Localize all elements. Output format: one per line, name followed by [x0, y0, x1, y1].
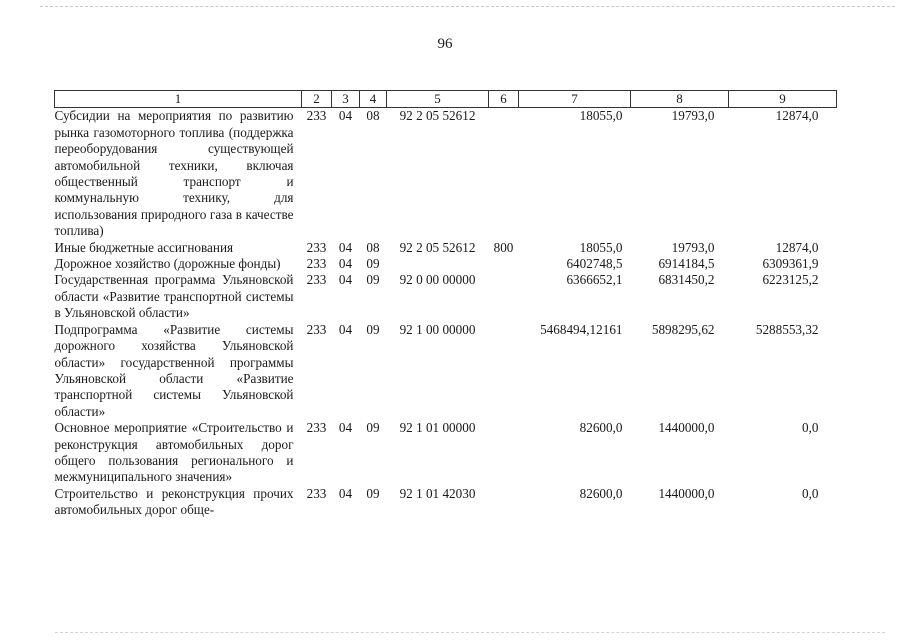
row-code-admin: 233: [306, 108, 327, 124]
row-target-article: [387, 256, 489, 272]
row-target-article: 92 2 05 52612: [399, 239, 476, 255]
row-code-section: 04: [338, 256, 353, 272]
scan-edge-top: [40, 6, 895, 7]
table-row: [55, 322, 837, 420]
header-col-8: 8: [631, 91, 729, 108]
header-col-6: 6: [489, 91, 519, 108]
header-col-5: 5: [387, 91, 489, 108]
header-row: [55, 91, 837, 108]
row-amount-8: 6914184,5: [658, 256, 715, 272]
row-name: Основное мероприятие «Строительство и реконструкция автомобильных дорог общего пользования регионального и межмуниципального значения»: [54, 420, 294, 485]
row-code-section: 04: [338, 272, 353, 288]
row-name: Субсидии на мероприятия по развитию рынка газомоторного топлива (поддержка переоборудования существующей автомобильной техники, включая общественный транспорт и коммунальную технику, для использования природного газа в качестве топлива): [54, 108, 294, 239]
row-amount-7: 82600,0: [579, 485, 623, 501]
row-name: Иные бюджетные ассигнования: [54, 239, 234, 255]
row-code-subsection: 09: [366, 321, 380, 337]
row-code-subsection: 09: [366, 485, 380, 501]
row-target-article: 92 1 00 00000: [399, 321, 476, 337]
row-code-subsection: 08: [366, 108, 380, 124]
row-expense-type: [489, 486, 519, 519]
table-row: [55, 240, 837, 256]
row-code-section: 04: [338, 321, 353, 337]
row-code-admin: 233: [306, 485, 327, 501]
table-row: [55, 486, 837, 519]
row-name: Подпрограмма «Развитие системы дорожного хозяйства Ульяновской области» государственной программы Ульяновской области «Развитие транспортной системы Ульяновской области»: [54, 321, 294, 419]
row-code-admin: 233: [306, 321, 327, 337]
row-code-admin: 233: [306, 256, 327, 272]
row-amount-8: 19793,0: [671, 239, 715, 255]
row-amount-9: 5288553,32: [755, 321, 819, 337]
header-col-4: 4: [360, 91, 387, 108]
row-code-admin: 233: [306, 420, 327, 436]
row-code-section: 04: [338, 420, 353, 436]
row-amount-9: 6309361,9: [762, 256, 819, 272]
row-expense-type: 800: [493, 239, 514, 255]
scan-edge-bottom: [55, 632, 885, 633]
row-expense-type: [489, 256, 519, 272]
row-amount-8: 5898295,62: [651, 321, 715, 337]
row-expense-type: [489, 322, 519, 420]
row-target-article: 92 1 01 42030: [399, 485, 476, 501]
row-name: Государственная программа Ульяновской области «Развитие транспортной системы в Ульяновской области»: [54, 272, 294, 321]
table-row: [55, 272, 837, 321]
row-target-article: 92 2 05 52612: [399, 108, 476, 124]
table-row: [55, 420, 837, 486]
row-code-section: 04: [338, 239, 353, 255]
row-amount-7: 6402748,5: [566, 256, 623, 272]
row-amount-7: 18055,0: [579, 239, 623, 255]
row-code-subsection: 08: [366, 239, 380, 255]
row-amount-9: 12874,0: [775, 108, 819, 124]
row-amount-7: 82600,0: [579, 420, 623, 436]
row-name: Дорожное хозяйство (дорожные фонды): [54, 256, 281, 272]
table-row: [55, 256, 837, 272]
row-target-article: 92 0 00 00000: [399, 272, 476, 288]
row-code-section: 04: [338, 485, 353, 501]
header-col-1: 1: [55, 91, 302, 108]
row-code-section: 04: [338, 108, 353, 124]
row-amount-8: 6831450,2: [658, 272, 715, 288]
row-amount-7: 6366652,1: [566, 272, 623, 288]
row-amount-7: 18055,0: [579, 108, 623, 124]
row-code-subsection: 09: [366, 256, 380, 272]
row-name: Строительство и реконструкция прочих автомобильных дорог обще-: [54, 485, 294, 518]
row-code-admin: 233: [306, 239, 327, 255]
row-amount-9: 0,0: [802, 420, 819, 436]
header-col-2: 2: [302, 91, 332, 108]
table-body: [55, 108, 837, 519]
row-target-article: 92 1 01 00000: [399, 420, 476, 436]
row-amount-8: 1440000,0: [658, 485, 715, 501]
row-code-subsection: 09: [366, 272, 380, 288]
table-row: [55, 108, 837, 240]
row-code-subsection: 09: [366, 420, 380, 436]
header-col-9: 9: [729, 91, 837, 108]
page-number: 96: [437, 36, 453, 52]
header-col-3: 3: [332, 91, 360, 108]
row-amount-8: 19793,0: [671, 108, 715, 124]
row-amount-9: 6223125,2: [762, 272, 819, 288]
row-code-admin: 233: [306, 272, 327, 288]
budget-table: [54, 90, 837, 519]
row-amount-7: 5468494,12161: [540, 321, 623, 337]
row-expense-type: [489, 420, 519, 486]
row-amount-9: 0,0: [802, 485, 819, 501]
table-header: [55, 91, 837, 108]
header-col-7: 7: [519, 91, 631, 108]
row-expense-type: [489, 272, 519, 321]
row-amount-8: 1440000,0: [658, 420, 715, 436]
row-expense-type: [489, 108, 519, 240]
row-amount-9: 12874,0: [775, 239, 819, 255]
